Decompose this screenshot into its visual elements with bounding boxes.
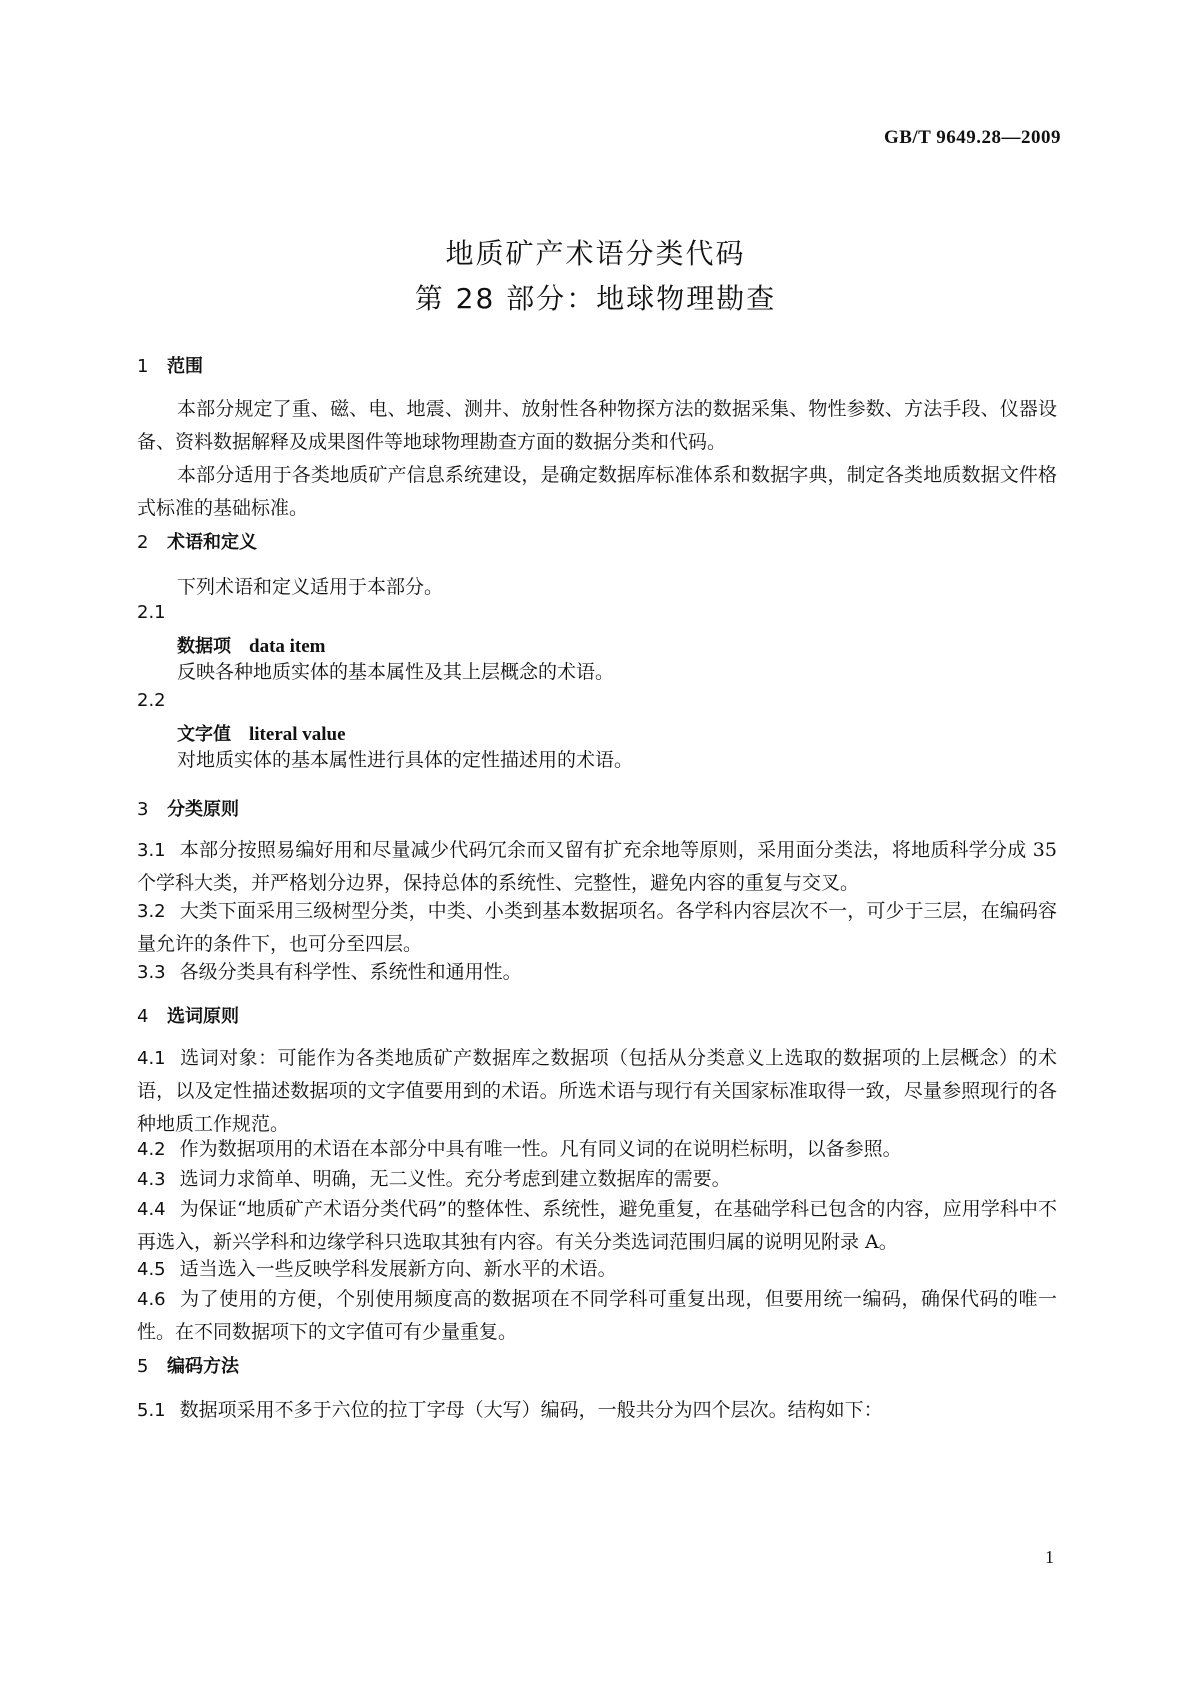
section-title: 编码方法 [167,1356,239,1377]
term-english: data item [249,636,326,657]
clause-text: 适当选入一些反映学科发展新方向、新水平的术语。 [179,1258,617,1280]
clause-number: 4.6 [137,1289,166,1310]
clause-number: 5.1 [137,1400,166,1421]
section-title: 选词原则 [167,1006,239,1027]
clause-text: 各级分类具有科学性、系统性和通用性。 [179,961,522,983]
section-number: 1 [137,356,149,377]
clause-4-5 [137,1253,1057,1286]
section-title: 范围 [167,356,203,377]
term-2-1-number: 2.1 [137,602,166,623]
clause-number: 3.2 [137,901,166,922]
clause-text: 为了使用的方便，个别使用频度高的数据项在不同学科可重复出现，但要用统一编码，确保代码的唯一性。在不同数据项下的文字值可有少量重复。 [137,1288,1057,1343]
clause-4-1 [137,1042,1057,1141]
section-title: 分类原则 [167,799,239,820]
section-3-heading [137,795,239,821]
clause-4-3 [137,1163,1057,1196]
clause-text: 本部分按照易编好用和尽量减少代码冗余而又留有扩充余地等原则，采用面分类法，将地质科学分成 35 个学科大类，并严格划分边界，保持总体的系统性、完整性，避免内容的重复与交叉。 [137,839,1057,894]
term-2-1-definition: 反映各种地质实体的基本属性及其上层概念的术语。 [177,661,615,683]
section-4-heading [137,1002,239,1028]
section-1-paragraph-1: 本部分规定了重、磁、电、地震、测井、放射性各种物探方法的数据采集、物性参数、方法手段、仪器设备、资料数据解释及成果图件等地球物理勘查方面的数据分类和代码。 [137,398,1057,453]
clause-text: 为保证“地质矿产术语分类代码”的整体性、系统性，避免重复，在基础学科已包含的内容，应用学科中不再选入，新兴学科和边缘学科只选取其独有内容。有关分类选词范围归属的说明见附录 A。 [137,1198,1057,1253]
clause-5-1 [137,1394,1057,1427]
clause-number: 4.4 [137,1199,166,1220]
clause-3-1 [137,834,1057,900]
section-1-heading [137,352,203,378]
term-chinese: 文字值 [177,724,231,745]
section-number: 5 [137,1356,149,1377]
clause-number: 3.3 [137,962,166,983]
clause-text: 选词对象：可能作为各类地质矿产数据库之数据项（包括从分类意义上选取的数据项的上层概念）的术语，以及定性描述数据项的文字值要用到的术语。所选术语与现行有关国家标准取得一致，尽量参照现行的各种地质工作规范。 [137,1047,1057,1135]
term-2-2-number: 2.2 [137,690,166,711]
clause-number: 4.5 [137,1259,166,1280]
clause-number: 3.1 [137,840,166,861]
term-2-2-definition: 对地质实体的基本属性进行具体的定性描述用的术语。 [177,749,634,771]
clause-text: 大类下面采用三级树型分类，中类、小类到基本数据项名。各学科内容层次不一，可少于三层，在编码容量允许的条件下，也可分至四层。 [137,900,1057,955]
term-english: literal value [249,724,346,745]
clause-4-6 [137,1283,1057,1349]
section-number: 3 [137,799,149,820]
clause-text: 选词力求简单、明确，无二义性。充分考虑到建立数据库的需要。 [179,1168,731,1190]
document-title: 地质矿产术语分类代码 [445,237,746,270]
section-title: 术语和定义 [167,532,257,553]
section-number: 2 [137,532,149,553]
section-5-heading [137,1352,239,1378]
section-2-intro: 下列术语和定义适用于本部分。 [177,576,444,598]
term-2-2 [177,720,346,746]
clause-3-3 [137,956,1057,989]
clause-number: 4.3 [137,1169,166,1190]
clause-3-2 [137,895,1057,961]
document-subtitle: 第 28 部分：地球物理勘查 [414,282,777,315]
clause-number: 4.1 [137,1048,166,1069]
term-chinese: 数据项 [177,636,231,657]
term-2-1 [177,632,326,658]
clause-4-2 [137,1133,1057,1166]
clause-text: 作为数据项用的术语在本部分中具有唯一性。凡有同义词的在说明栏标明，以备参照。 [179,1138,902,1160]
section-2-heading [137,528,257,554]
page-number: 1 [1045,1547,1054,1567]
section-number: 4 [137,1006,149,1027]
clause-number: 4.2 [137,1139,166,1160]
section-1-paragraph-2: 本部分适用于各类地质矿产信息系统建设，是确定数据库标准体系和数据字典，制定各类地质数据文件格式标准的基础标准。 [137,464,1057,519]
standard-code: GB/T 9649.28—2009 [883,127,1061,148]
clause-text: 数据项采用不多于六位的拉丁字母（大写）编码，一般共分为四个层次。结构如下： [179,1399,883,1421]
clause-4-4 [137,1193,1057,1259]
